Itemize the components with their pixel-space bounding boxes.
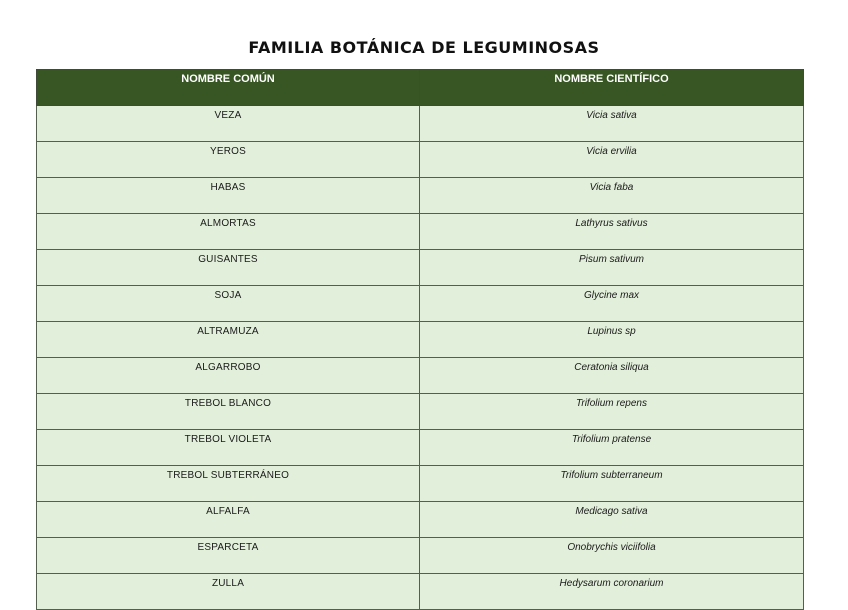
table-row xyxy=(37,250,804,286)
scientific-name-cell: Vicia sativa xyxy=(420,106,804,142)
table-row xyxy=(37,574,804,610)
table-row xyxy=(37,502,804,538)
scientific-name-cell: Glycine max xyxy=(420,286,804,322)
scientific-name-cell: Medicago sativa xyxy=(420,502,804,538)
scientific-name-cell: Lathyrus sativus xyxy=(420,214,804,250)
header-common-name: NOMBRE COMÚN xyxy=(37,70,420,106)
common-name-cell: TREBOL VIOLETA xyxy=(37,430,420,466)
header-scientific-name: NOMBRE CIENTÍFICO xyxy=(420,70,804,106)
table-row xyxy=(37,394,804,430)
common-name-cell: ALFALFA xyxy=(37,502,420,538)
common-name-cell: ALTRAMUZA xyxy=(37,322,420,358)
table-row xyxy=(37,178,804,214)
common-name-cell: HABAS xyxy=(37,178,420,214)
common-name-cell: SOJA xyxy=(37,286,420,322)
table-row xyxy=(37,214,804,250)
table-row xyxy=(37,106,804,142)
legume-table-container xyxy=(36,69,803,610)
scientific-name-cell: Lupinus sp xyxy=(420,322,804,358)
table-row xyxy=(37,466,804,502)
scientific-name-cell: Trifolium subterraneum xyxy=(420,466,804,502)
scientific-name-cell: Hedysarum coronarium xyxy=(420,574,804,610)
common-name-cell: TREBOL BLANCO xyxy=(37,394,420,430)
table-row xyxy=(37,142,804,178)
table-header-row xyxy=(37,70,804,106)
common-name-cell: ZULLA xyxy=(37,574,420,610)
table-row xyxy=(37,322,804,358)
table-row xyxy=(37,358,804,394)
scientific-name-cell: Trifolium repens xyxy=(420,394,804,430)
common-name-cell: ALMORTAS xyxy=(37,214,420,250)
common-name-cell: TREBOL SUBTERRÁNEO xyxy=(37,466,420,502)
scientific-name-cell: Ceratonia siliqua xyxy=(420,358,804,394)
common-name-cell: YEROS xyxy=(37,142,420,178)
common-name-cell: GUISANTES xyxy=(37,250,420,286)
scientific-name-cell: Vicia faba xyxy=(420,178,804,214)
scientific-name-cell: Trifolium pratense xyxy=(420,430,804,466)
table-row xyxy=(37,430,804,466)
scientific-name-cell: Onobrychis viciifolia xyxy=(420,538,804,574)
common-name-cell: ALGARROBO xyxy=(37,358,420,394)
common-name-cell: ESPARCETA xyxy=(37,538,420,574)
common-name-cell: VEZA xyxy=(37,106,420,142)
page-title: FAMILIA BOTÁNICA DE LEGUMINOSAS xyxy=(248,38,600,57)
scientific-name-cell: Pisum sativum xyxy=(420,250,804,286)
scientific-name-cell: Vicia ervilia xyxy=(420,142,804,178)
table-row xyxy=(37,286,804,322)
table-row xyxy=(37,538,804,574)
legume-table xyxy=(36,69,804,610)
